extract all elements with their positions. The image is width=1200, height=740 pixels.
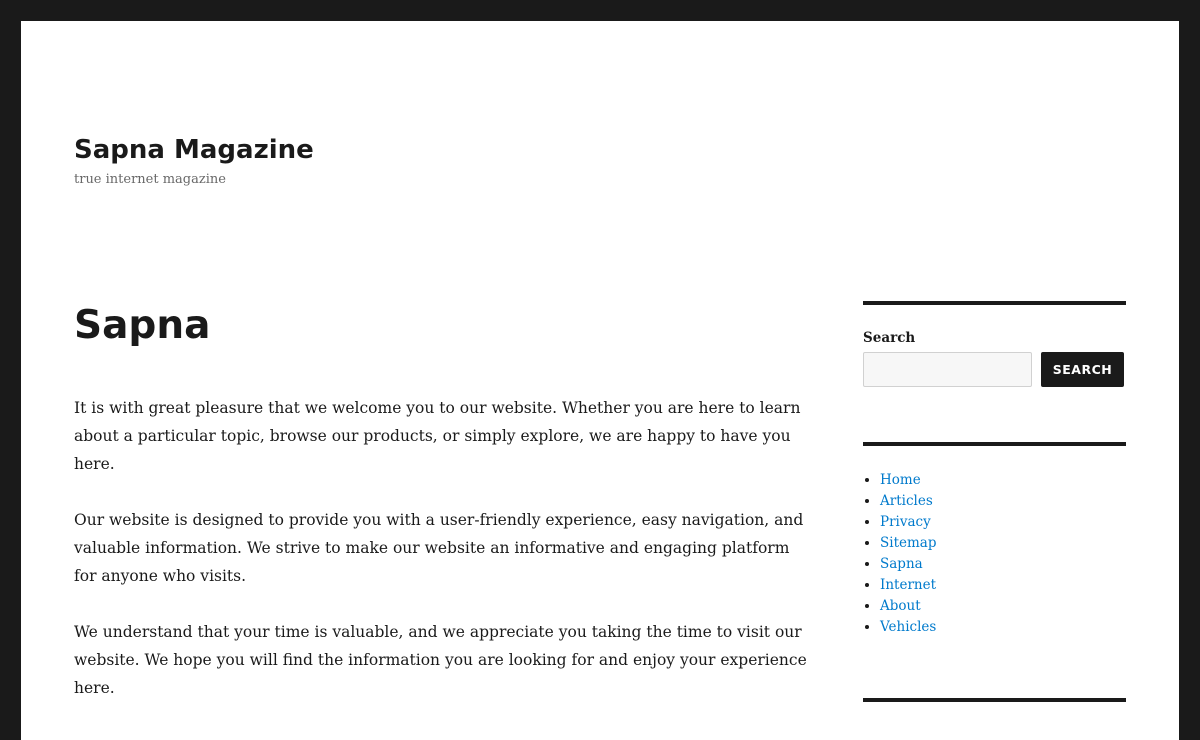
list-item — [880, 512, 1126, 533]
links-widget — [863, 442, 1126, 638]
links-list — [863, 470, 1126, 638]
link-sitemap[interactable]: Sitemap — [880, 535, 937, 551]
page-container — [21, 21, 1179, 740]
list-item — [880, 617, 1126, 638]
site-header — [74, 131, 314, 189]
entry-content — [74, 394, 814, 702]
content-paragraph: We understand that your time is valuable, and we appreciate you taking the time to visit our website. We hope you will find the information you are looking for and enjoy your experience here. — [74, 623, 807, 697]
link-home[interactable]: Home — [880, 472, 921, 488]
list-item — [880, 491, 1126, 512]
content-paragraph: Our website is designed to provide you with a user-friendly experience, easy navigation, and valuable information. We strive to make our website an informative and engaging platform for anyone who visits. — [74, 511, 804, 585]
list-item — [880, 533, 1126, 554]
search-input[interactable] — [863, 352, 1032, 387]
search-label: Search — [863, 330, 916, 346]
widget-divider — [863, 698, 1126, 712]
link-privacy[interactable]: Privacy — [880, 514, 931, 530]
link-articles[interactable]: Articles — [880, 493, 933, 509]
link-sapna[interactable]: Sapna — [880, 556, 923, 572]
site-title-link[interactable]: Sapna Magazine — [74, 135, 314, 165]
list-item — [880, 554, 1126, 575]
site-description: true internet magazine — [74, 172, 226, 187]
content-paragraph: It is with great pleasure that we welcome you to our website. Whether you are here to learn about a particular topic, browse our products, or simply explore, we are happy to have you here. — [74, 399, 801, 473]
link-about[interactable]: About — [880, 598, 921, 614]
sidebar — [863, 301, 1126, 712]
list-item — [880, 575, 1126, 596]
link-internet[interactable]: Internet — [880, 577, 937, 593]
list-item — [880, 470, 1126, 491]
search-form — [863, 352, 1126, 387]
page-title: Sapna — [74, 303, 211, 348]
link-vehicles[interactable]: Vehicles — [880, 619, 937, 635]
list-item — [880, 596, 1126, 617]
main-content — [74, 301, 814, 730]
search-widget — [863, 301, 1126, 387]
search-button[interactable]: SEARCH — [1041, 352, 1124, 387]
